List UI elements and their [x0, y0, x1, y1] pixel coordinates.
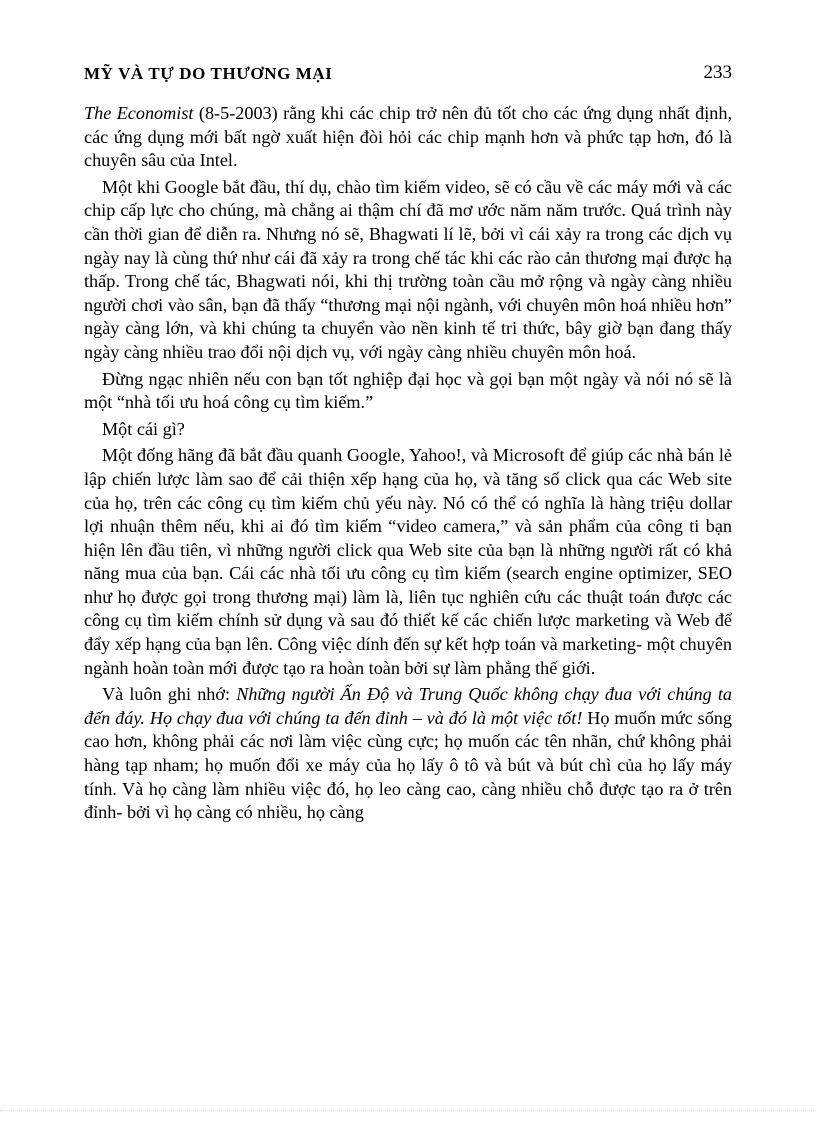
- body-text: [84, 102, 732, 828]
- paragraph-6: [84, 683, 732, 825]
- paragraph-1: [84, 102, 732, 173]
- source-title: The Economist: [84, 103, 194, 123]
- paragraph-4: Một cái gì?: [102, 418, 185, 439]
- page-bottom-edge: [0, 1110, 816, 1111]
- paragraph-2: Một khi Google bắt đầu, thí dụ, chào tìm kiếm video, sẽ có cầu về các máy mới và các chip cấp lực cho chúng, mà chẳng ai thậm chí đã mơ ước năm năm trước. Quá trình này cần thời gian để diễn ra. Nhưng nó sẽ, Bhagwati lí lẽ, bởi vì cái xảy ra trong các dịch vụ ngày nay là cùng thứ như cái đã xảy ra trong chế tác khi các rào cản thương mại được hạ thấp. Trong chế tác, Bhagwati nói, khi thị trường toàn cầu mở rộng và ngày càng nhiều người chơi vào sân, bạn đã thấy “thương mại nội ngành, với chuyên môn hoá nhiều hơn” ngày càng lớn, và khi chúng ta chuyển vào nền kinh tế tri thức, bây giờ bạn đang thấy ngày càng nhiều trao đổi nội dịch vụ, với ngày càng nhiều chuyên môn hoá.: [84, 176, 732, 362]
- paragraph-3: Đừng ngạc nhiên nếu con bạn tốt nghiệp đại học và gọi bạn một ngày và nói nó sẽ là một “nhà tối ưu hoá công cụ tìm kiếm.”: [84, 368, 732, 413]
- page-number: 233: [703, 62, 732, 83]
- page-header: [84, 60, 732, 90]
- running-head: MỸ VÀ TỰ DO THƯƠNG MẠI: [84, 64, 333, 83]
- emphasis-text: Những người Ấn Độ và Trung Quốc không chạy đua với chúng ta đến đáy. Họ chạy đua với chúng ta đến đỉnh – và đó là một việc tốt!: [84, 684, 733, 728]
- paragraph-1-text: (8-5-2003) rằng khi các chip trở nên đủ tốt cho các ứng dụng nhất định, các ứng dụng mới bất ngờ xuất hiện đòi hỏi các chip mạnh hơn và phức tạp hơn, đó là chuyên sâu của Intel.: [84, 103, 732, 171]
- paragraph-6-rest: Họ muốn mức sống cao hơn, không phải các nơi làm việc cùng cực; họ muốn các tên nhãn, chứ không phải hàng tạp nham; họ muốn đổi xe máy của họ lấy ô tô và bút và bút chì của họ lấy máy tính. Và họ càng làm nhiều việc đó, họ leo càng cao, càng nhiều chỗ được tạo ra ở trên đỉnh- bởi vì họ càng có nhiều, họ càng: [84, 707, 732, 823]
- paragraph-5: Một đống hãng đã bắt đầu quanh Google, Yahoo!, và Microsoft để giúp các nhà bán lẻ lập chiến lược làm sao để cải thiện xếp hạng của họ, và tăng số click qua các Web site của họ, trên các công cụ tìm kiếm chủ yếu này. Nó có thể có nghĩa là hàng triệu dollar lợi nhuận thêm nếu, khi ai đó tìm kiếm “video camera,” và sản phẩm của công ti bạn hiện lên đầu tiên, vì những người click qua Web site của bạn là những người rất có khả năng mua của bạn. Cái các nhà tối ưu công cụ tìm kiếm (search engine optimizer, SEO như họ được gọi trong thương mại) làm là, liên tục nghiên cứu các thuật toán được các công cụ tìm kiếm chính sử dụng và sau đó thiết kế các chiến lược marketing và Web để đẩy xếp hạng của bạn lên. Công việc dính đến sự kết hợp toán và marketing- một chuyên ngành hoàn toàn mới được tạo ra hoàn toàn bởi sự làm phẳng thế giới.: [84, 445, 732, 678]
- paragraph-6-lead: Và luôn ghi nhớ:: [102, 684, 237, 705]
